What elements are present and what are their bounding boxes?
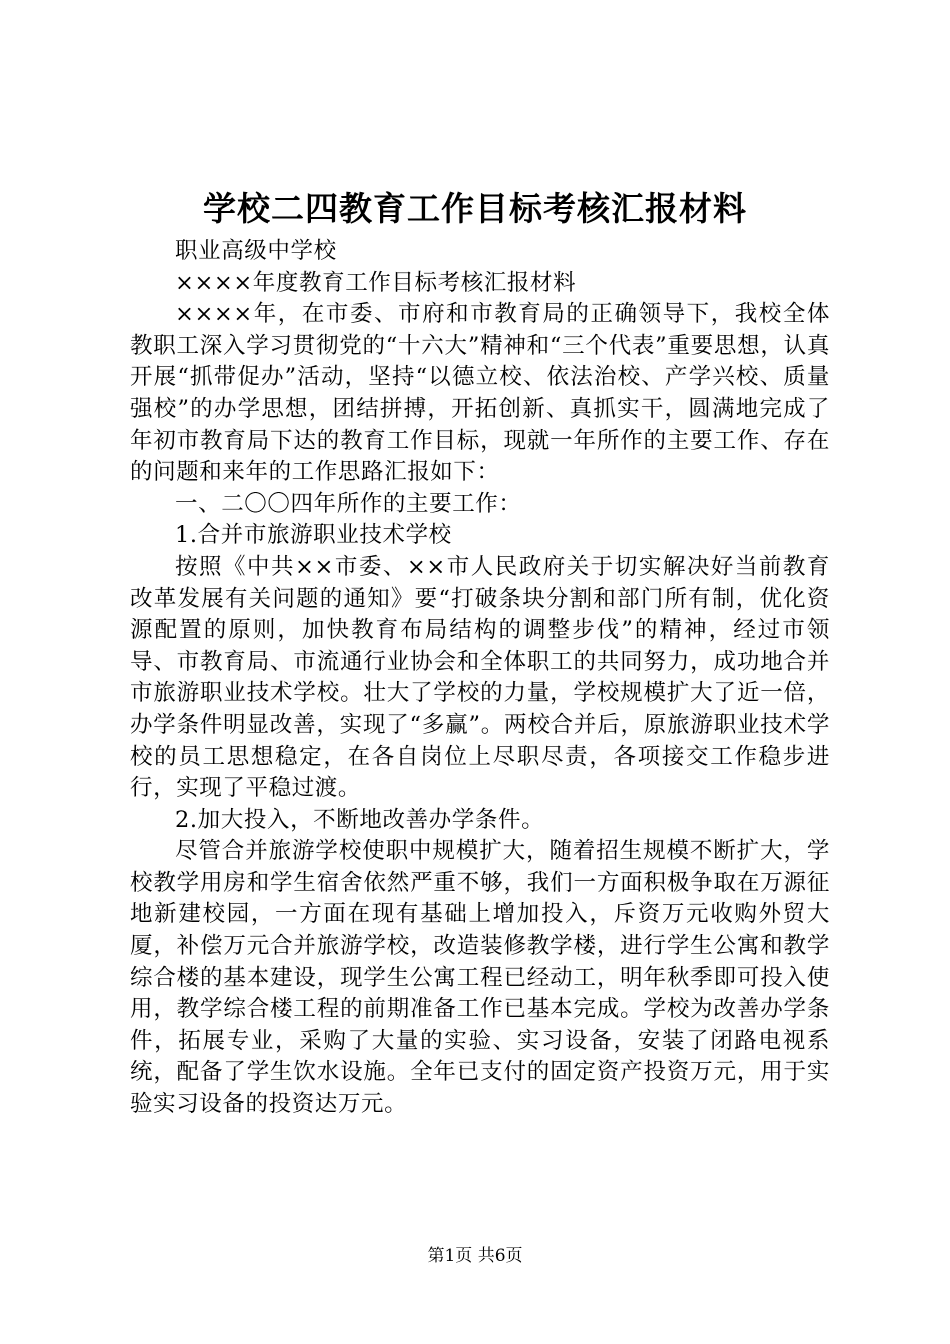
section-heading-main-work: 一、二〇〇四年所作的主要工作： xyxy=(175,490,522,517)
paragraph-investment-details: 尽管合并旅游学校使职中规模扩大，随着招生规模不断扩大，学校教学用房和学生宿舍依然严重不够，我们一方面积极争取在万源征地新建校园，一方面在现有基础上增加投入，斥资万元收购外贸大厦，补偿万元合并旅游学校，改造装修教学楼，进行学生公寓和教学综合楼的基本建设，现学生公寓工程已经动工，明年秋季即可投入使用，教学综合楼工程的前期准备工作已基本完成。学校为改善办学条件，拓展专业，采购了大量的实验、实习设备，安装了闭路电视系统，配备了学生饮水设施。全年已支付的固定资产投资万元，用于实验实习设备的投资达万元。 xyxy=(130,838,830,1118)
paragraph-report-title: ××××年度教育工作目标考核汇报材料 xyxy=(175,269,577,296)
paragraph-intro: ××××年，在市委、市府和市教育局的正确领导下，我校全体教职工深入学习贯彻党的“十六大”精神和“三个代表”重要思想，认真开展“抓带促办”活动，坚持“以德立校、依法治校、产学兴校、质量强校”的办学思想，团结拼搏，开拓创新、真抓实干，圆满地完成了年初市教育局下达的教育工作目标，现就一年所作的主要工作、存在的问题和来年的工作思路汇报如下： xyxy=(130,301,830,486)
page-footer: 第1页 共6页 xyxy=(427,1246,523,1266)
document-title: 学校二四教育工作目标考核汇报材料 xyxy=(203,189,747,228)
subheading-increase-investment: 2.加大投入，不断地改善办学条件。 xyxy=(175,806,545,833)
subheading-merge-school: 1.合并市旅游职业技术学校 xyxy=(175,522,452,549)
paragraph-school-name: 职业高级中学校 xyxy=(175,238,337,264)
document-body xyxy=(130,236,830,1121)
paragraph-merge-details: 按照《中共××市委、××市人民政府关于切实解决好当前教育改革发展有关问题的通知》要“打破条块分割和部门所有制，优化资源配置的原则，加快教育布局结构的调整步伐”的精神，经过市领导、市教育局、市流通行业协会和全体职工的共同努力，成功地合并市旅游职业技术学校。壮大了学校的力量，学校规模扩大了近一倍，办学条件明显改善，实现了“多赢”。两校合并后，原旅游职业技术学校的员工思想稳定，在各自岗位上尽职尽责，各项接交工作稳步进行，实现了平稳过渡。 xyxy=(130,553,830,802)
